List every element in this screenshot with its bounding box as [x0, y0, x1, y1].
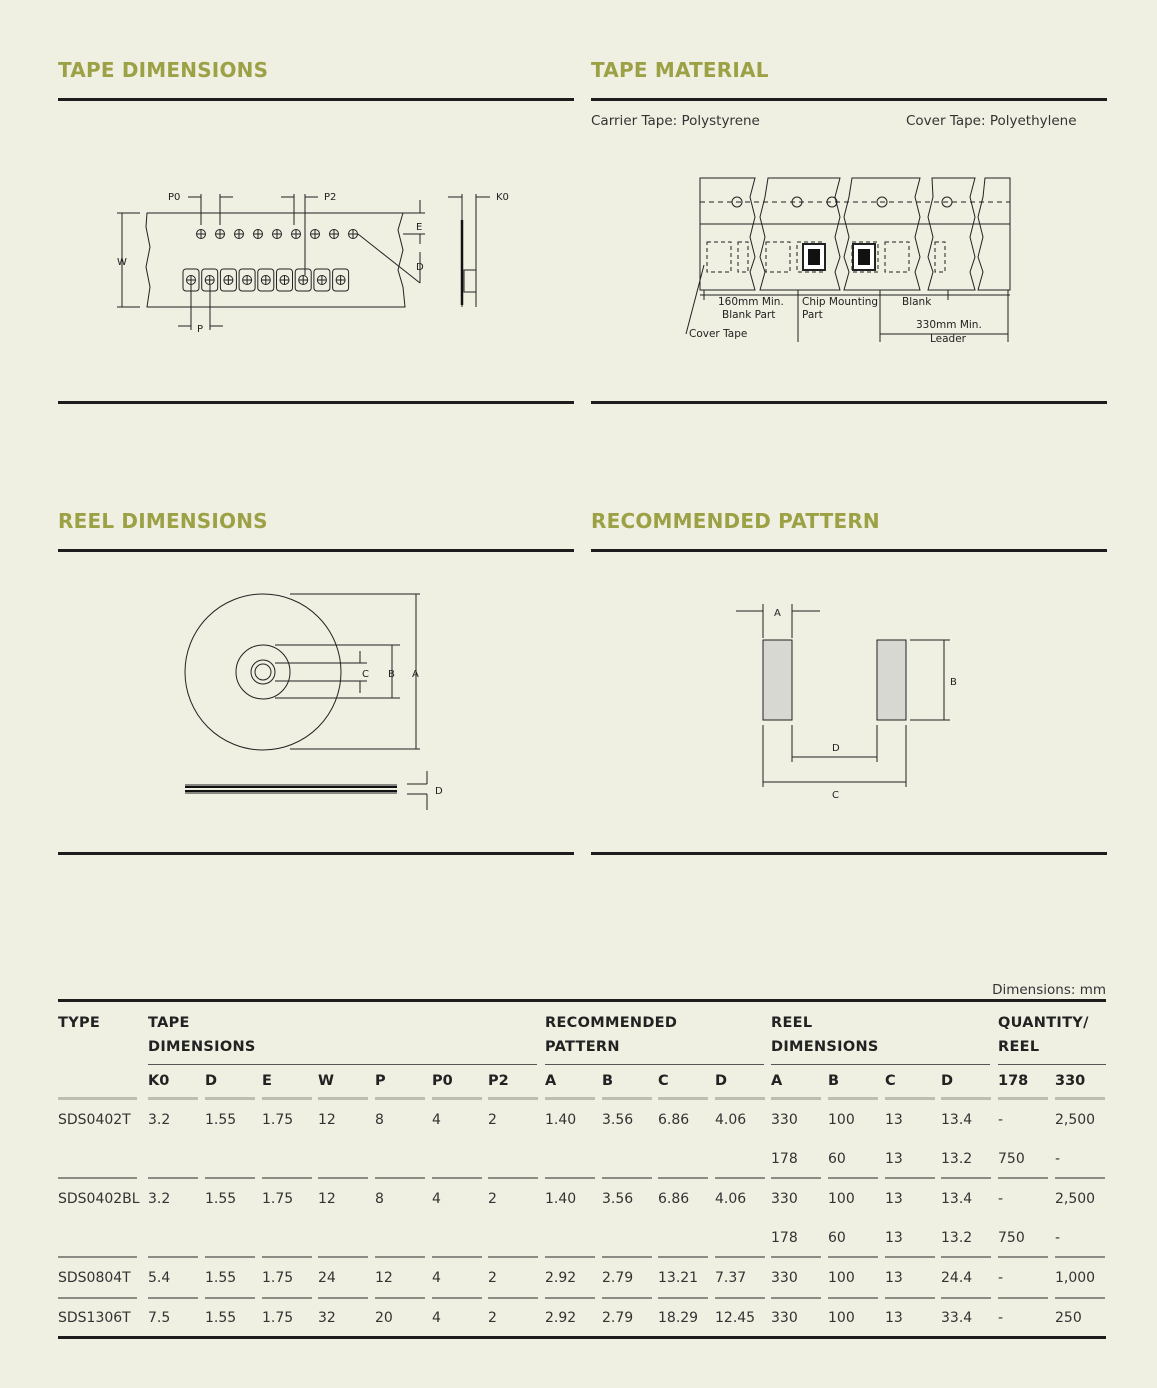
row-separator	[488, 1177, 538, 1179]
table-cell: 330	[771, 1270, 798, 1286]
table-cell: 2.92	[545, 1270, 577, 1286]
d-label: D	[416, 262, 424, 273]
table-cell: 1.55	[205, 1112, 237, 1128]
column-header: C	[658, 1073, 669, 1089]
table-cell: 2	[488, 1270, 497, 1286]
column-header: D	[205, 1073, 218, 1089]
header-bar	[715, 1097, 765, 1100]
table-cell: -	[998, 1310, 1004, 1326]
table-cell: 13.2	[941, 1151, 973, 1167]
row-separator	[205, 1256, 255, 1258]
header-pattern	[545, 1011, 677, 1059]
column-header: B	[602, 1073, 614, 1089]
table-cell: 750	[998, 1151, 1025, 1167]
table-cell: -	[1055, 1151, 1061, 1167]
table-cell: 100	[828, 1310, 855, 1326]
table-cell: 3.2	[148, 1112, 171, 1128]
row-separator	[58, 1177, 137, 1179]
table-cell: 1.75	[262, 1310, 294, 1326]
column-header: W	[318, 1073, 334, 1089]
rule	[58, 401, 574, 404]
table-cell: 8	[375, 1191, 384, 1207]
table-cell: 178	[771, 1151, 798, 1167]
header-bar	[602, 1097, 652, 1100]
table-cell: 4	[432, 1112, 441, 1128]
rule	[58, 549, 574, 552]
table-cell: 12	[375, 1270, 393, 1286]
header-tape-line1: TAPE	[148, 1015, 190, 1031]
table-cell: 12	[318, 1112, 336, 1128]
header-reel	[771, 1011, 879, 1059]
section-title-tape-material: TAPE MATERIAL	[591, 58, 769, 82]
leader-label-1: 330mm Min.	[916, 319, 982, 331]
table-cell: 4	[432, 1270, 441, 1286]
column-header: A	[771, 1073, 783, 1089]
table-cell: 13	[885, 1112, 903, 1128]
row-separator	[205, 1297, 255, 1299]
column-header: P2	[488, 1073, 509, 1089]
table-cell: 1.55	[205, 1191, 237, 1207]
header-rule	[998, 1064, 1106, 1065]
cover-tape-diagram-label: Cover Tape	[689, 328, 748, 340]
table-cell: 13	[885, 1230, 903, 1246]
pattern-c-label: C	[832, 790, 839, 801]
row-separator	[375, 1256, 425, 1258]
row-separator	[545, 1177, 595, 1179]
header-bar	[262, 1097, 312, 1100]
header-bar	[998, 1097, 1048, 1100]
table-cell: 33.4	[941, 1310, 973, 1326]
table-cell: 3.56	[602, 1191, 634, 1207]
column-header: P	[375, 1073, 386, 1089]
table-cell: 2.79	[602, 1270, 634, 1286]
table-cell: 4.06	[715, 1112, 747, 1128]
p0-label: P0	[168, 192, 181, 203]
column-header: A	[545, 1073, 557, 1089]
row-separator	[545, 1256, 595, 1258]
table-cell: 13.4	[941, 1191, 973, 1207]
column-header: 178	[998, 1073, 1029, 1089]
table-cell: 100	[828, 1112, 855, 1128]
cover-tape-label: Cover Tape: Polyethylene	[906, 113, 1077, 129]
leader-label-2: Leader	[930, 333, 967, 345]
table-cell: 32	[318, 1310, 336, 1326]
table-bottom-rule	[58, 1336, 1106, 1339]
reel-dimensions-diagram	[175, 585, 465, 820]
row-separator	[715, 1256, 765, 1258]
table-cell: 100	[828, 1191, 855, 1207]
header-bar	[318, 1097, 368, 1100]
p2-label: P2	[324, 192, 337, 203]
units-note: Dimensions: mm	[992, 982, 1106, 998]
header-bar	[58, 1097, 137, 1100]
table-cell: 13.21	[658, 1270, 699, 1286]
row-separator	[715, 1177, 765, 1179]
table-cell: 2	[488, 1112, 497, 1128]
row-type-cell: SDS0402BL	[58, 1191, 140, 1207]
column-header: D	[715, 1073, 728, 1089]
header-bar	[148, 1097, 198, 1100]
header-bar	[545, 1097, 595, 1100]
header-quantity	[998, 1011, 1089, 1059]
row-separator	[148, 1177, 198, 1179]
table-cell: -	[998, 1112, 1004, 1128]
header-bar	[432, 1097, 482, 1100]
carrier-tape-label: Carrier Tape: Polystyrene	[591, 113, 760, 129]
blank-part-label-2: Blank Part	[722, 309, 776, 321]
row-separator	[375, 1297, 425, 1299]
table-cell: 2,500	[1055, 1191, 1096, 1207]
e-label: E	[416, 222, 423, 233]
row-separator	[941, 1297, 991, 1299]
table-cell: 1.75	[262, 1191, 294, 1207]
table-cell: 1.40	[545, 1112, 577, 1128]
table-cell: 178	[771, 1230, 798, 1246]
table-cell: 100	[828, 1270, 855, 1286]
table-cell: 2	[488, 1310, 497, 1326]
row-separator	[658, 1297, 708, 1299]
table-cell: 330	[771, 1112, 798, 1128]
table-cell: 12	[318, 1191, 336, 1207]
table-cell: 7.5	[148, 1310, 171, 1326]
rule	[591, 401, 1107, 404]
table-cell: 24.4	[941, 1270, 973, 1286]
w-label: W	[117, 257, 127, 268]
column-header: E	[262, 1073, 272, 1089]
header-bar	[771, 1097, 821, 1100]
pattern-d-label: D	[832, 743, 840, 754]
table-cell: 2.92	[545, 1310, 577, 1326]
chip-mounting-label-2: Part	[802, 309, 823, 321]
reel-c-label: C	[362, 669, 369, 680]
table-cell: 1.75	[262, 1270, 294, 1286]
table-cell: 13	[885, 1310, 903, 1326]
header-reel-line2: DIMENSIONS	[771, 1039, 879, 1055]
k0-label: K0	[496, 192, 509, 203]
table-cell: 18.29	[658, 1310, 699, 1326]
table-cell: 13.4	[941, 1112, 973, 1128]
row-separator	[658, 1177, 708, 1179]
table-cell: 6.86	[658, 1112, 690, 1128]
table-cell: 13.2	[941, 1230, 973, 1246]
table-cell: 13	[885, 1151, 903, 1167]
row-separator	[828, 1297, 878, 1299]
table-cell: 1.55	[205, 1270, 237, 1286]
blank-part-label-1: 160mm Min.	[718, 296, 784, 308]
row-separator	[262, 1177, 312, 1179]
row-type-cell: SDS0402T	[58, 1112, 131, 1128]
header-reel-line1: REEL	[771, 1015, 813, 1031]
row-separator	[262, 1256, 312, 1258]
reel-b-label: B	[388, 669, 395, 680]
table-cell: 750	[998, 1230, 1025, 1246]
row-separator	[262, 1297, 312, 1299]
table-cell: 3.56	[602, 1112, 634, 1128]
rule	[591, 98, 1107, 101]
row-separator	[58, 1297, 137, 1299]
row-separator	[318, 1297, 368, 1299]
row-separator	[941, 1256, 991, 1258]
table-cell: 2	[488, 1191, 497, 1207]
table-top-rule	[58, 999, 1106, 1002]
header-bar	[941, 1097, 991, 1100]
tape-dimensions-diagram	[100, 180, 520, 340]
header-tape	[148, 1011, 256, 1059]
table-cell: 8	[375, 1112, 384, 1128]
row-separator	[375, 1177, 425, 1179]
header-type: TYPE	[58, 1015, 101, 1031]
row-separator	[1055, 1256, 1105, 1258]
table-cell: 13	[885, 1270, 903, 1286]
header-rule	[148, 1064, 537, 1065]
row-type-cell: SDS1306T	[58, 1310, 131, 1326]
section-title-tape-dimensions: TAPE DIMENSIONS	[58, 58, 269, 82]
header-bar	[375, 1097, 425, 1100]
row-separator	[885, 1177, 935, 1179]
row-separator	[602, 1297, 652, 1299]
column-header: B	[828, 1073, 840, 1089]
row-separator	[602, 1256, 652, 1258]
header-bar	[205, 1097, 255, 1100]
table-cell: -	[998, 1191, 1004, 1207]
reel-d-label: D	[435, 786, 443, 797]
row-separator	[658, 1256, 708, 1258]
header-tape-line2: DIMENSIONS	[148, 1039, 256, 1055]
table-cell: 5.4	[148, 1270, 171, 1286]
table-cell: 7.37	[715, 1270, 747, 1286]
header-rule	[545, 1064, 764, 1065]
pattern-a-label: A	[774, 608, 781, 619]
column-header: P0	[432, 1073, 453, 1089]
row-separator	[545, 1297, 595, 1299]
row-separator	[771, 1256, 821, 1258]
section-title-recommended-pattern: RECOMMENDED PATTERN	[591, 509, 880, 533]
column-header: 330	[1055, 1073, 1086, 1089]
p-label: P	[197, 324, 204, 335]
table-cell: 13	[885, 1191, 903, 1207]
table-cell: 6.86	[658, 1191, 690, 1207]
header-bar	[488, 1097, 538, 1100]
table-cell: 1,000	[1055, 1270, 1096, 1286]
header-bar	[828, 1097, 878, 1100]
column-header: D	[941, 1073, 954, 1089]
row-separator	[998, 1256, 1048, 1258]
row-separator	[148, 1256, 198, 1258]
row-separator	[58, 1256, 137, 1258]
rule	[58, 98, 574, 101]
header-quantity-line1: QUANTITY/	[998, 1015, 1089, 1031]
column-header: C	[885, 1073, 896, 1089]
blank-label: Blank	[902, 296, 932, 308]
row-separator	[828, 1177, 878, 1179]
table-cell: -	[1055, 1230, 1061, 1246]
table-cell: 4.06	[715, 1191, 747, 1207]
table-cell: 2,500	[1055, 1112, 1096, 1128]
table-cell: 20	[375, 1310, 393, 1326]
header-pattern-line1: RECOMMENDED	[545, 1015, 678, 1031]
row-separator	[488, 1256, 538, 1258]
table-cell: 1.55	[205, 1310, 237, 1326]
table-cell: 12.45	[715, 1310, 756, 1326]
header-bar	[658, 1097, 708, 1100]
table-cell: 1.75	[262, 1112, 294, 1128]
row-separator	[432, 1177, 482, 1179]
row-separator	[318, 1177, 368, 1179]
row-separator	[488, 1297, 538, 1299]
section-title-reel-dimensions: REEL DIMENSIONS	[58, 509, 268, 533]
table-cell: 4	[432, 1191, 441, 1207]
row-separator	[148, 1297, 198, 1299]
rule	[591, 852, 1107, 855]
table-cell: 24	[318, 1270, 336, 1286]
row-separator	[941, 1177, 991, 1179]
row-separator	[998, 1177, 1048, 1179]
header-rule	[771, 1064, 990, 1065]
row-separator	[771, 1297, 821, 1299]
row-separator	[771, 1177, 821, 1179]
row-separator	[885, 1256, 935, 1258]
recommended-pattern-diagram	[728, 600, 968, 810]
row-separator	[1055, 1177, 1105, 1179]
row-type-cell: SDS0804T	[58, 1270, 131, 1286]
row-separator	[828, 1256, 878, 1258]
row-separator	[885, 1297, 935, 1299]
header-pattern-line2: PATTERN	[545, 1039, 620, 1055]
header-bar	[1055, 1097, 1105, 1100]
table-cell: -	[998, 1270, 1004, 1286]
column-header: K0	[148, 1073, 170, 1089]
row-separator	[602, 1177, 652, 1179]
table-cell: 3.2	[148, 1191, 171, 1207]
table-cell: 4	[432, 1310, 441, 1326]
table-cell: 2.79	[602, 1310, 634, 1326]
table-cell: 330	[771, 1191, 798, 1207]
row-separator	[998, 1297, 1048, 1299]
table-cell: 1.40	[545, 1191, 577, 1207]
chip-mounting-label-1: Chip Mounting	[802, 296, 879, 308]
table-cell: 250	[1055, 1310, 1082, 1326]
header-quantity-line2: REEL	[998, 1039, 1040, 1055]
pattern-b-label: B	[950, 677, 957, 688]
row-separator	[715, 1297, 765, 1299]
header-bar	[885, 1097, 935, 1100]
row-separator	[432, 1297, 482, 1299]
rule	[591, 549, 1107, 552]
row-separator	[1055, 1297, 1105, 1299]
row-separator	[205, 1177, 255, 1179]
tape-material-diagram	[680, 172, 1020, 352]
table-cell: 330	[771, 1310, 798, 1326]
table-cell: 60	[828, 1230, 846, 1246]
row-separator	[318, 1256, 368, 1258]
table-cell: 60	[828, 1151, 846, 1167]
rule	[58, 852, 574, 855]
row-separator	[432, 1256, 482, 1258]
reel-a-label: A	[412, 669, 419, 680]
